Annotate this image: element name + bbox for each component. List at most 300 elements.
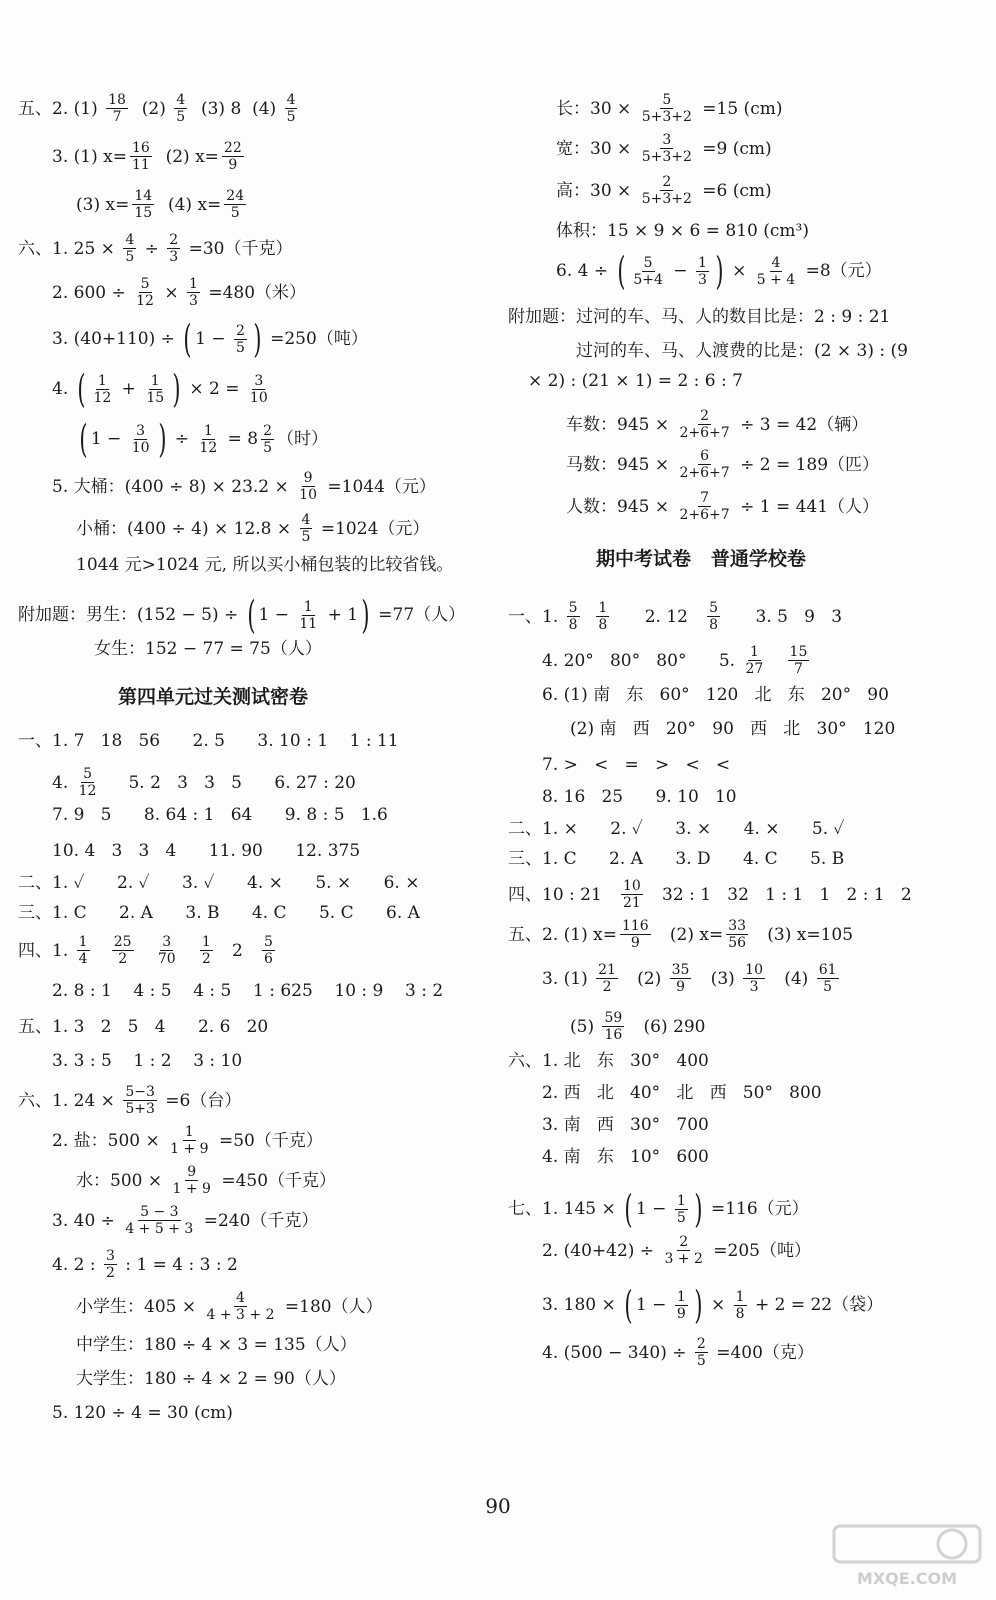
- fraction: [91, 373, 113, 406]
- answer-line: [508, 848, 844, 870]
- answer-text: 二、1. ✓ 2. ✓ 3. ✓ 4. × 5. × 6. ×: [18, 873, 420, 893]
- answer-text: 5. 大桶：(400 ÷ 8) × 23.2 ×: [52, 476, 295, 497]
- answer-text: (3) 8 (4): [190, 98, 282, 119]
- fraction: [567, 600, 580, 633]
- answer-text: 5. 2 3 3 5 6. 27 : 20: [101, 772, 356, 793]
- answer-text: 4. 南 东 10° 600: [542, 1147, 709, 1167]
- answer-line: [508, 878, 912, 911]
- denominator: 5: [286, 109, 296, 125]
- answer-line: [18, 872, 419, 894]
- answer-text: 七、1. 145 ×: [508, 1199, 622, 1219]
- answer-text: [583, 606, 594, 628]
- fraction: [123, 1084, 157, 1117]
- answer-text: ×: [158, 282, 185, 303]
- fraction: [285, 92, 298, 125]
- right-paren: ): [361, 593, 370, 637]
- answer-text: (2) x=: [653, 924, 724, 945]
- numerator: 1: [598, 600, 608, 616]
- answer-text: 4.: [52, 772, 74, 793]
- numerator: 2: [662, 174, 672, 190]
- fraction: [144, 373, 166, 406]
- numerator: 9: [187, 1164, 197, 1180]
- fraction: [234, 323, 247, 356]
- numerator: 2: [700, 408, 710, 424]
- answer-line: [566, 448, 879, 481]
- fraction: [300, 512, 313, 545]
- watermark-text: MXQE.COM: [856, 1569, 958, 1588]
- denominator: 56: [728, 935, 747, 951]
- denominator: 5 + 4: [756, 271, 796, 288]
- answer-text: （时）: [277, 429, 329, 449]
- answer-text: = 8: [222, 429, 259, 449]
- section-title: 期中考试卷 普通学校卷: [596, 548, 806, 570]
- answer-text: 六、1. 25 ×: [18, 238, 121, 259]
- answer-line: [508, 818, 844, 840]
- numerator: 4: [176, 92, 186, 108]
- numerator: 1: [735, 1288, 745, 1305]
- answer-text: 3. (40+110) ÷: [52, 329, 181, 349]
- denominator: 12: [136, 293, 154, 309]
- fraction: [670, 962, 692, 995]
- answer-line: [76, 417, 329, 461]
- answer-text: 7. 9 5 8. 64 : 1 64 9. 8 : 5 1.6: [52, 805, 388, 825]
- numerator: 4: [125, 232, 135, 248]
- fraction: [596, 962, 618, 995]
- watermark-logo: [832, 1524, 982, 1590]
- answer-line: [542, 962, 842, 995]
- fraction: [106, 92, 128, 125]
- answer-text: ÷ 3 = 42（辆）: [734, 414, 869, 435]
- answer-line: [76, 512, 429, 545]
- fraction: [640, 132, 694, 165]
- denominator: 4: [78, 951, 88, 967]
- answer-text: ÷ 1 = 441（人）: [734, 496, 880, 517]
- numerator: 1: [303, 598, 313, 615]
- answer-line: [76, 1290, 383, 1323]
- denominator: 7: [112, 109, 122, 125]
- fraction: [678, 490, 732, 523]
- denominator: 11: [131, 157, 150, 173]
- answer-text: 2. (40+42) ÷: [542, 1240, 660, 1261]
- numerator: 5: [643, 254, 653, 271]
- fraction: [755, 255, 797, 288]
- answer-text: 五、1. 3 2 5 4 2. 6 20: [18, 1017, 269, 1037]
- numerator: 4: [771, 254, 781, 271]
- left-paren: (: [624, 1283, 633, 1327]
- answer-text: (3) x=: [76, 194, 130, 215]
- numerator: 1: [189, 276, 198, 292]
- answer-line: [52, 840, 360, 862]
- numerator: 4: [236, 1290, 245, 1306]
- fraction: [123, 232, 136, 265]
- left-paren: (: [616, 249, 625, 293]
- right-paren: ): [157, 417, 167, 461]
- left-paren: (: [76, 367, 86, 411]
- fraction: [77, 934, 90, 967]
- answer-text: −: [667, 261, 693, 281]
- denominator: 10: [131, 439, 150, 456]
- answer-text: : 1 = 4 : 3 : 2: [119, 1254, 238, 1275]
- fraction: [222, 140, 244, 173]
- answer-line: [52, 1050, 242, 1072]
- answer-line: [52, 1248, 238, 1281]
- denominator: 3: [189, 293, 198, 309]
- fraction: [596, 600, 609, 633]
- answer-text: 4. 2 :: [52, 1254, 101, 1275]
- answer-text: (3): [694, 968, 741, 989]
- answer-line: [542, 1114, 709, 1136]
- numerator: 1: [97, 372, 107, 389]
- answer-text: =480（米）: [202, 282, 307, 303]
- fraction: [695, 1336, 708, 1369]
- numerator: 1: [201, 934, 211, 950]
- answer-text: =9 (cm): [696, 138, 772, 159]
- answer-text: 长：30 ×: [556, 98, 637, 119]
- answer-text: ÷: [139, 238, 165, 259]
- answer-text: 3. 40 ÷: [52, 1210, 121, 1231]
- numerator: 10: [745, 962, 763, 978]
- answer-line: [52, 1402, 233, 1424]
- denominator: 1 + 9: [170, 1141, 209, 1157]
- fraction: [156, 934, 178, 967]
- answer-text: 1 −: [258, 605, 295, 625]
- fraction: [640, 174, 694, 207]
- denominator: 5+3+2: [641, 191, 692, 207]
- answer-line: [52, 367, 273, 411]
- numerator: 5: [568, 600, 578, 616]
- fraction: [678, 448, 732, 481]
- numerator: 1: [676, 1288, 686, 1305]
- answer-text: 4. (500 − 340) ÷: [542, 1342, 692, 1363]
- answer-text: 一、1. 7 18 56 2. 5 3. 10 : 1 1 : 11: [18, 731, 399, 751]
- numerator: 1: [676, 1192, 686, 1209]
- numerator: 61: [818, 962, 837, 978]
- denominator: 15: [146, 389, 165, 406]
- answer-text: 3. 5 9 3: [723, 606, 843, 627]
- answer-text: =77（人）: [372, 605, 466, 625]
- denominator: 5: [301, 529, 311, 545]
- fraction: [788, 644, 810, 677]
- numerator: 3: [105, 1248, 115, 1264]
- denominator: 11: [299, 615, 318, 632]
- left-paren: (: [79, 417, 88, 461]
- numerator: 3: [162, 934, 172, 950]
- denominator: 2+6+7: [679, 465, 730, 481]
- numerator: 9: [303, 470, 313, 486]
- numerator: 3: [662, 132, 672, 148]
- answer-line: [542, 1234, 811, 1267]
- answer-line: [52, 317, 368, 361]
- numerator: 1: [203, 422, 213, 439]
- answer-text: + 2 = 22（袋）: [749, 1295, 884, 1315]
- answer-text: 附加题：男生：(152 − 5) ÷: [18, 605, 244, 625]
- answer-text: (3) x=105: [751, 924, 854, 945]
- answer-text: 六、1. 24 ×: [18, 1090, 121, 1111]
- denominator: 9: [630, 935, 640, 951]
- numerator: 116: [621, 918, 649, 934]
- fraction: [707, 600, 720, 633]
- numerator: 5 − 3: [140, 1204, 179, 1220]
- answer-text: 8. 16 25 9. 10 10: [542, 787, 737, 807]
- numerator: 5: [662, 92, 672, 108]
- answer-text: (6) 290: [627, 1016, 706, 1037]
- answer-text: =180（人）: [279, 1296, 383, 1317]
- answer-text: 7. > < = > < <: [542, 755, 731, 775]
- denominator: 5: [696, 1353, 706, 1369]
- fraction: [123, 1204, 195, 1237]
- answer-text: ÷: [169, 429, 195, 449]
- answer-text: 女生：152 − 77 = 75（人）: [94, 639, 322, 659]
- answer-text: (2): [130, 98, 172, 119]
- answer-text: 5. 120 ÷ 4 = 30 (cm): [52, 1403, 233, 1423]
- answer-text: 高：30 ×: [556, 180, 637, 201]
- answer-line: [52, 804, 388, 826]
- answer-text: =1024（元）: [315, 518, 430, 539]
- denominator: 3: [697, 271, 707, 288]
- fraction: [248, 373, 270, 406]
- answer-line: [570, 1010, 705, 1043]
- answer-line: [18, 902, 420, 924]
- answer-line: [76, 1164, 336, 1197]
- answer-line: [76, 1334, 357, 1356]
- answer-line: [576, 340, 908, 362]
- answer-text: 三、1. C 2. A 3. B 4. C 5. C 6. A: [18, 903, 420, 923]
- numerator: 3: [136, 422, 146, 439]
- fraction: [224, 188, 246, 221]
- answer-line: [76, 1368, 346, 1390]
- denominator: 5+4: [633, 271, 663, 288]
- answer-line: [556, 132, 772, 165]
- answer-line: [52, 140, 247, 173]
- fraction: [662, 1234, 704, 1267]
- denominator: 9: [228, 157, 238, 173]
- fraction: [297, 599, 319, 632]
- right-paren: ): [172, 367, 181, 411]
- fraction: [696, 255, 709, 288]
- denominator: 4 + 5 + 3: [125, 1221, 194, 1237]
- numerator: 4: [301, 512, 311, 528]
- fraction: [262, 934, 275, 967]
- answer-text: 3. 南 西 30° 700: [542, 1115, 709, 1135]
- fraction: [104, 1248, 117, 1281]
- answer-text: =15 (cm): [696, 98, 783, 119]
- denominator: 5: [230, 205, 240, 221]
- answer-text: ×: [726, 261, 752, 281]
- numerator: 3: [254, 372, 264, 389]
- fraction: [744, 644, 766, 677]
- fraction: [130, 423, 152, 456]
- fraction: [197, 423, 219, 456]
- denominator: 9: [676, 1305, 686, 1322]
- denominator: 15: [134, 205, 153, 221]
- section-title: 第四单元过关测试密卷: [118, 686, 309, 708]
- numerator: 2: [696, 1336, 706, 1352]
- answer-text: 1 −: [635, 1199, 672, 1219]
- answer-text: [768, 650, 784, 672]
- answer-line: [18, 92, 300, 125]
- denominator: 5+3+2: [641, 109, 692, 125]
- answer-text: =250（吨）: [264, 329, 368, 349]
- numerator: 59: [604, 1010, 623, 1026]
- answer-line: [52, 766, 356, 799]
- answer-text: 2. 8 : 1 4 : 5 4 : 5 1 : 625 10 : 9 3 : 2: [52, 981, 444, 1001]
- answer-text: [181, 940, 197, 962]
- answer-line: [18, 593, 466, 637]
- numerator: 1: [78, 934, 88, 950]
- denominator: 9: [676, 979, 686, 995]
- answer-text: =6（台）: [159, 1090, 242, 1111]
- answer-line: [508, 600, 842, 633]
- left-paren: (: [246, 593, 256, 637]
- answer-text: 4.: [52, 379, 74, 399]
- numerator: 24: [226, 188, 245, 204]
- answer-text: =240（千克）: [198, 1210, 319, 1231]
- numerator: 5−3: [125, 1084, 155, 1100]
- answer-text: × 2 =: [184, 379, 245, 399]
- answer-text: 五、2. (1): [18, 98, 104, 119]
- fraction: [675, 1289, 688, 1322]
- answer-text: 五、2. (1) x=: [508, 924, 617, 945]
- fraction: [631, 255, 665, 288]
- answer-text: =50（千克）: [213, 1130, 323, 1151]
- answer-line: [542, 1283, 884, 1327]
- fraction: [297, 470, 319, 503]
- answer-line: [76, 554, 453, 576]
- answer-text: 四、1.: [18, 940, 74, 961]
- answer-text: (4): [768, 968, 814, 989]
- answer-text: 2. 600 ÷: [52, 282, 132, 303]
- fraction: [130, 140, 152, 173]
- answer-text: 体积：15 × 9 × 6 = 810 (cm³): [556, 221, 809, 241]
- answer-text: × 2) : (21 × 1) = 2 : 6 : 7: [528, 371, 743, 391]
- answer-text: 32 : 1 32 1 : 1 1 2 : 1 2: [645, 884, 912, 905]
- answer-line: [52, 980, 443, 1002]
- answer-text: 六、1. 北 东 30° 400: [508, 1051, 709, 1071]
- fraction: [726, 918, 748, 951]
- answer-text: =400（克）: [710, 1342, 814, 1363]
- denominator: 5+3: [125, 1101, 155, 1117]
- answer-line: [508, 1050, 709, 1072]
- answer-text: =205（吨）: [707, 1240, 812, 1261]
- answer-line: [508, 918, 853, 951]
- numerator: 5: [140, 276, 150, 292]
- denominator: 2: [602, 979, 612, 995]
- right-paren: ): [253, 317, 262, 361]
- denominator: 27: [745, 661, 764, 677]
- answer-text: 三、1. C 2. A 3. D 4. C 5. B: [508, 849, 845, 869]
- denominator: 8: [598, 617, 608, 633]
- denominator: 10: [249, 389, 268, 406]
- answer-text: 二、1. × 2. ✓ 3. × 4. × 5. ✓: [508, 819, 845, 839]
- numerator: 22: [223, 140, 242, 156]
- page-number: 90: [485, 1494, 511, 1518]
- left-paren: (: [624, 1187, 633, 1231]
- numerator: 1: [749, 644, 759, 660]
- answer-line: [18, 1084, 241, 1117]
- numerator: 1: [184, 1124, 194, 1140]
- answer-line: [76, 188, 249, 221]
- answer-line: [18, 232, 293, 265]
- denominator: 2: [105, 1265, 115, 1281]
- answer-text: +: [116, 379, 142, 399]
- denominator: 3: [749, 979, 759, 995]
- denominator: 12: [199, 439, 218, 456]
- numerator: 10: [623, 878, 641, 894]
- numerator: 1: [150, 372, 160, 389]
- fraction: [174, 92, 187, 125]
- fraction: [171, 1164, 213, 1197]
- answer-text: [93, 940, 109, 962]
- numerator: 21: [598, 962, 616, 978]
- denominator: 1 + 9: [172, 1181, 211, 1197]
- fraction: [734, 1289, 747, 1322]
- fraction: [675, 1193, 688, 1226]
- answer-text: 3. 180 ×: [542, 1295, 622, 1315]
- answer-line: [542, 754, 730, 776]
- answer-text: 四、10 : 21: [508, 884, 619, 905]
- answer-text: =6 (cm): [696, 180, 772, 201]
- answer-line: [556, 92, 782, 125]
- numerator: 25: [113, 934, 132, 950]
- denominator: 12: [78, 783, 97, 799]
- denominator: 7: [794, 661, 803, 677]
- numerator: 2: [169, 232, 179, 248]
- answer-line: [556, 249, 882, 293]
- answer-text: (2) 南 西 20° 90 西 北 30° 120: [570, 719, 896, 739]
- answer-text: 2. 12: [612, 606, 705, 627]
- answer-text: 1 −: [195, 329, 231, 349]
- numerator: 33: [728, 918, 747, 934]
- answer-line: [542, 1082, 822, 1104]
- answer-text: =1044（元）: [322, 476, 436, 497]
- answer-text: 小桶：(400 ÷ 4) × 12.8 ×: [76, 518, 297, 539]
- answer-text: 一、1.: [508, 606, 564, 627]
- fraction: [187, 276, 200, 309]
- denominator: 2: [201, 951, 211, 967]
- fraction: [168, 1124, 210, 1157]
- denominator: 16: [604, 1027, 623, 1043]
- answer-line: [18, 934, 278, 967]
- answer-text: ÷ 2 = 189（匹）: [734, 454, 880, 475]
- numerator: 35: [671, 962, 690, 978]
- answer-text: 3. (1): [542, 968, 594, 989]
- denominator: 8: [735, 1305, 745, 1322]
- denominator: 21: [623, 895, 641, 911]
- answer-text: 1044 元>1024 元, 所以买小桶包装的比较省钱。: [76, 555, 454, 575]
- answer-line: [18, 730, 399, 752]
- fraction: [621, 878, 643, 911]
- answer-text: 车数：945 ×: [566, 414, 675, 435]
- denominator: 70: [157, 951, 176, 967]
- answer-line: [542, 644, 812, 677]
- numerator: 7: [700, 490, 710, 506]
- denominator: 2+6+7: [679, 507, 730, 523]
- answer-text: 马数：945 ×: [566, 454, 675, 475]
- fraction: [167, 232, 180, 265]
- numerator: 5: [83, 766, 92, 782]
- numerator: 5: [264, 934, 273, 950]
- answer-line: [556, 174, 772, 207]
- fraction: [134, 276, 156, 309]
- answer-text: 宽：30 ×: [556, 138, 637, 159]
- numerator: 16: [131, 140, 150, 156]
- answer-line: [528, 370, 743, 392]
- right-paren: ): [694, 1283, 703, 1327]
- denominator: 8: [709, 617, 719, 633]
- answer-text: 2. 西 北 40° 北 西 50° 800: [542, 1083, 822, 1103]
- answer-text: 2. 盐：500 ×: [52, 1130, 166, 1151]
- answer-text: =116（元）: [705, 1199, 809, 1219]
